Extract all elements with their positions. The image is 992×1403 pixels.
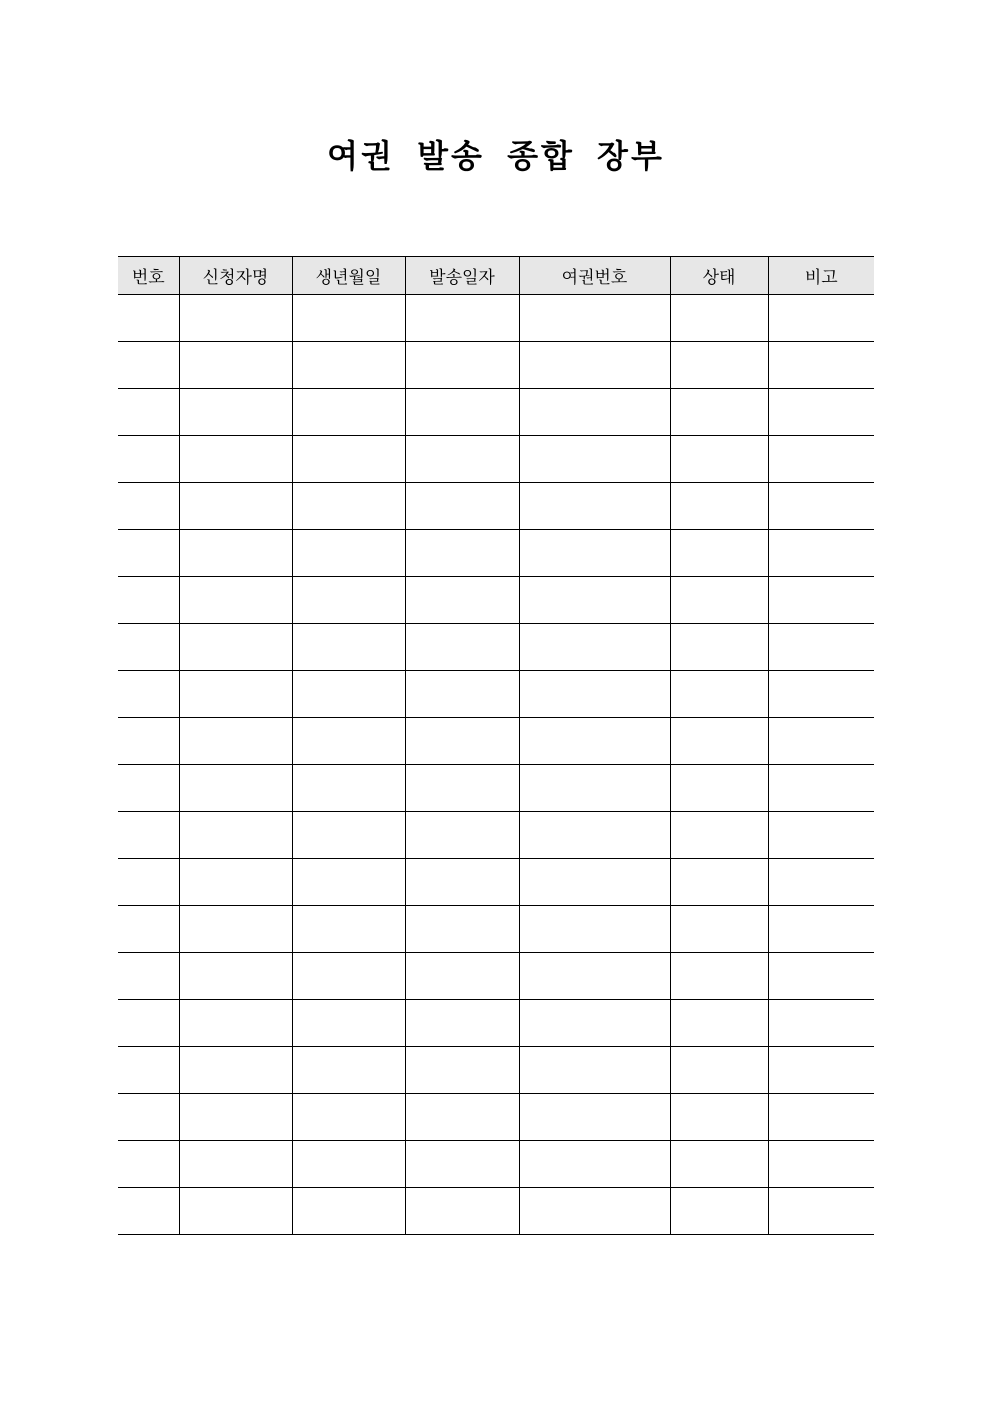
cell-applicant-name[interactable] — [179, 906, 292, 953]
cell-birth-date[interactable] — [292, 765, 405, 812]
cell-passport-number[interactable] — [519, 1141, 670, 1188]
table-body — [118, 295, 874, 1235]
cell-birth-date[interactable] — [292, 671, 405, 718]
table-row — [118, 1188, 874, 1235]
cell-remarks[interactable] — [768, 389, 874, 436]
cell-status[interactable] — [670, 577, 768, 624]
cell-send-date[interactable] — [405, 295, 519, 342]
cell-passport-number[interactable] — [519, 624, 670, 671]
header-status: 상태 — [670, 257, 768, 295]
cell-send-date[interactable] — [405, 1000, 519, 1047]
cell-birth-date[interactable] — [292, 1000, 405, 1047]
cell-number[interactable] — [118, 1141, 179, 1188]
cell-passport-number[interactable] — [519, 1188, 670, 1235]
table-row — [118, 295, 874, 342]
cell-birth-date[interactable] — [292, 1047, 405, 1094]
cell-passport-number[interactable] — [519, 859, 670, 906]
cell-send-date[interactable] — [405, 718, 519, 765]
cell-number[interactable] — [118, 1094, 179, 1141]
cell-send-date[interactable] — [405, 436, 519, 483]
table-row — [118, 530, 874, 577]
cell-birth-date[interactable] — [292, 436, 405, 483]
cell-passport-number[interactable] — [519, 906, 670, 953]
cell-birth-date[interactable] — [292, 483, 405, 530]
cell-status[interactable] — [670, 483, 768, 530]
cell-passport-number[interactable] — [519, 671, 670, 718]
cell-passport-number[interactable] — [519, 295, 670, 342]
cell-passport-number[interactable] — [519, 812, 670, 859]
cell-status[interactable] — [670, 1000, 768, 1047]
cell-number[interactable] — [118, 483, 179, 530]
cell-applicant-name[interactable] — [179, 1141, 292, 1188]
cell-number[interactable] — [118, 906, 179, 953]
cell-send-date[interactable] — [405, 342, 519, 389]
cell-status[interactable] — [670, 436, 768, 483]
header-applicant-name: 신청자명 — [179, 257, 292, 295]
cell-birth-date[interactable] — [292, 577, 405, 624]
cell-passport-number[interactable] — [519, 1000, 670, 1047]
cell-passport-number[interactable] — [519, 1094, 670, 1141]
cell-status[interactable] — [670, 765, 768, 812]
cell-applicant-name[interactable] — [179, 389, 292, 436]
table-row — [118, 906, 874, 953]
cell-remarks[interactable] — [768, 624, 874, 671]
cell-applicant-name[interactable] — [179, 718, 292, 765]
table-row — [118, 765, 874, 812]
cell-passport-number[interactable] — [519, 953, 670, 1000]
cell-number[interactable] — [118, 577, 179, 624]
cell-remarks[interactable] — [768, 671, 874, 718]
cell-birth-date[interactable] — [292, 624, 405, 671]
cell-status[interactable] — [670, 1188, 768, 1235]
cell-applicant-name[interactable] — [179, 577, 292, 624]
cell-remarks[interactable] — [768, 483, 874, 530]
cell-passport-number[interactable] — [519, 342, 670, 389]
table-row — [118, 389, 874, 436]
cell-remarks[interactable] — [768, 577, 874, 624]
header-remarks: 비고 — [768, 257, 874, 295]
table-row — [118, 1047, 874, 1094]
cell-number[interactable] — [118, 295, 179, 342]
document-title: 여권 발송 종합 장부 — [327, 137, 665, 175]
cell-passport-number[interactable] — [519, 436, 670, 483]
cell-send-date[interactable] — [405, 765, 519, 812]
cell-passport-number[interactable] — [519, 1047, 670, 1094]
cell-birth-date[interactable] — [292, 1188, 405, 1235]
cell-remarks[interactable] — [768, 295, 874, 342]
cell-number[interactable] — [118, 389, 179, 436]
cell-remarks[interactable] — [768, 1141, 874, 1188]
cell-birth-date[interactable] — [292, 812, 405, 859]
cell-send-date[interactable] — [405, 624, 519, 671]
cell-applicant-name[interactable] — [179, 436, 292, 483]
cell-remarks[interactable] — [768, 342, 874, 389]
cell-status[interactable] — [670, 389, 768, 436]
cell-status[interactable] — [670, 953, 768, 1000]
cell-applicant-name[interactable] — [179, 295, 292, 342]
table-row — [118, 624, 874, 671]
cell-number[interactable] — [118, 1047, 179, 1094]
passport-ledger-table — [118, 256, 874, 1235]
table-row — [118, 342, 874, 389]
cell-applicant-name[interactable] — [179, 1188, 292, 1235]
cell-passport-number[interactable] — [519, 530, 670, 577]
cell-remarks[interactable] — [768, 1188, 874, 1235]
cell-status[interactable] — [670, 859, 768, 906]
cell-number[interactable] — [118, 718, 179, 765]
table-row — [118, 1000, 874, 1047]
cell-status[interactable] — [670, 624, 768, 671]
header-birth-date: 생년월일 — [292, 257, 405, 295]
cell-applicant-name[interactable] — [179, 671, 292, 718]
cell-send-date[interactable] — [405, 1094, 519, 1141]
cell-passport-number[interactable] — [519, 483, 670, 530]
cell-status[interactable] — [670, 671, 768, 718]
cell-remarks[interactable] — [768, 530, 874, 577]
cell-applicant-name[interactable] — [179, 1094, 292, 1141]
table-row — [118, 1141, 874, 1188]
cell-applicant-name[interactable] — [179, 1000, 292, 1047]
cell-number[interactable] — [118, 342, 179, 389]
cell-send-date[interactable] — [405, 530, 519, 577]
cell-send-date[interactable] — [405, 1047, 519, 1094]
cell-send-date[interactable] — [405, 1141, 519, 1188]
cell-remarks[interactable] — [768, 953, 874, 1000]
table-row — [118, 812, 874, 859]
cell-passport-number[interactable] — [519, 718, 670, 765]
cell-birth-date[interactable] — [292, 530, 405, 577]
cell-number[interactable] — [118, 859, 179, 906]
cell-applicant-name[interactable] — [179, 530, 292, 577]
cell-birth-date[interactable] — [292, 953, 405, 1000]
cell-applicant-name[interactable] — [179, 342, 292, 389]
cell-status[interactable] — [670, 906, 768, 953]
cell-number[interactable] — [118, 436, 179, 483]
cell-number[interactable] — [118, 530, 179, 577]
cell-remarks[interactable] — [768, 812, 874, 859]
cell-status[interactable] — [670, 342, 768, 389]
table-row — [118, 1094, 874, 1141]
table-row — [118, 483, 874, 530]
cell-passport-number[interactable] — [519, 765, 670, 812]
table-row — [118, 953, 874, 1000]
cell-number[interactable] — [118, 671, 179, 718]
cell-number[interactable] — [118, 765, 179, 812]
cell-number[interactable] — [118, 1188, 179, 1235]
cell-status[interactable] — [670, 812, 768, 859]
cell-remarks[interactable] — [768, 718, 874, 765]
cell-send-date[interactable] — [405, 1188, 519, 1235]
cell-number[interactable] — [118, 1000, 179, 1047]
cell-birth-date[interactable] — [292, 906, 405, 953]
cell-status[interactable] — [670, 1047, 768, 1094]
table-row — [118, 859, 874, 906]
cell-passport-number[interactable] — [519, 577, 670, 624]
cell-remarks[interactable] — [768, 436, 874, 483]
cell-send-date[interactable] — [405, 859, 519, 906]
cell-remarks[interactable] — [768, 1000, 874, 1047]
cell-send-date[interactable] — [405, 906, 519, 953]
cell-status[interactable] — [670, 1141, 768, 1188]
header-passport-number: 여권번호 — [519, 257, 670, 295]
table-header-row — [118, 257, 874, 295]
cell-applicant-name[interactable] — [179, 1047, 292, 1094]
cell-remarks[interactable] — [768, 906, 874, 953]
cell-applicant-name[interactable] — [179, 624, 292, 671]
cell-birth-date[interactable] — [292, 342, 405, 389]
cell-remarks[interactable] — [768, 765, 874, 812]
cell-remarks[interactable] — [768, 1094, 874, 1141]
table-row — [118, 671, 874, 718]
cell-remarks[interactable] — [768, 1047, 874, 1094]
cell-applicant-name[interactable] — [179, 812, 292, 859]
cell-number[interactable] — [118, 953, 179, 1000]
cell-status[interactable] — [670, 1094, 768, 1141]
cell-applicant-name[interactable] — [179, 859, 292, 906]
table-row — [118, 718, 874, 765]
cell-send-date[interactable] — [405, 483, 519, 530]
cell-applicant-name[interactable] — [179, 765, 292, 812]
cell-birth-date[interactable] — [292, 859, 405, 906]
cell-birth-date[interactable] — [292, 718, 405, 765]
cell-remarks[interactable] — [768, 859, 874, 906]
table-row — [118, 577, 874, 624]
cell-passport-number[interactable] — [519, 389, 670, 436]
cell-send-date[interactable] — [405, 389, 519, 436]
cell-send-date[interactable] — [405, 812, 519, 859]
cell-applicant-name[interactable] — [179, 953, 292, 1000]
cell-status[interactable] — [670, 718, 768, 765]
table-row — [118, 436, 874, 483]
cell-birth-date[interactable] — [292, 1094, 405, 1141]
header-send-date: 발송일자 — [405, 257, 519, 295]
cell-number[interactable] — [118, 812, 179, 859]
header-number: 번호 — [118, 257, 179, 295]
cell-birth-date[interactable] — [292, 389, 405, 436]
cell-status[interactable] — [670, 530, 768, 577]
cell-send-date[interactable] — [405, 953, 519, 1000]
cell-status[interactable] — [670, 295, 768, 342]
cell-send-date[interactable] — [405, 577, 519, 624]
cell-send-date[interactable] — [405, 671, 519, 718]
cell-applicant-name[interactable] — [179, 483, 292, 530]
cell-birth-date[interactable] — [292, 295, 405, 342]
cell-number[interactable] — [118, 624, 179, 671]
cell-birth-date[interactable] — [292, 1141, 405, 1188]
